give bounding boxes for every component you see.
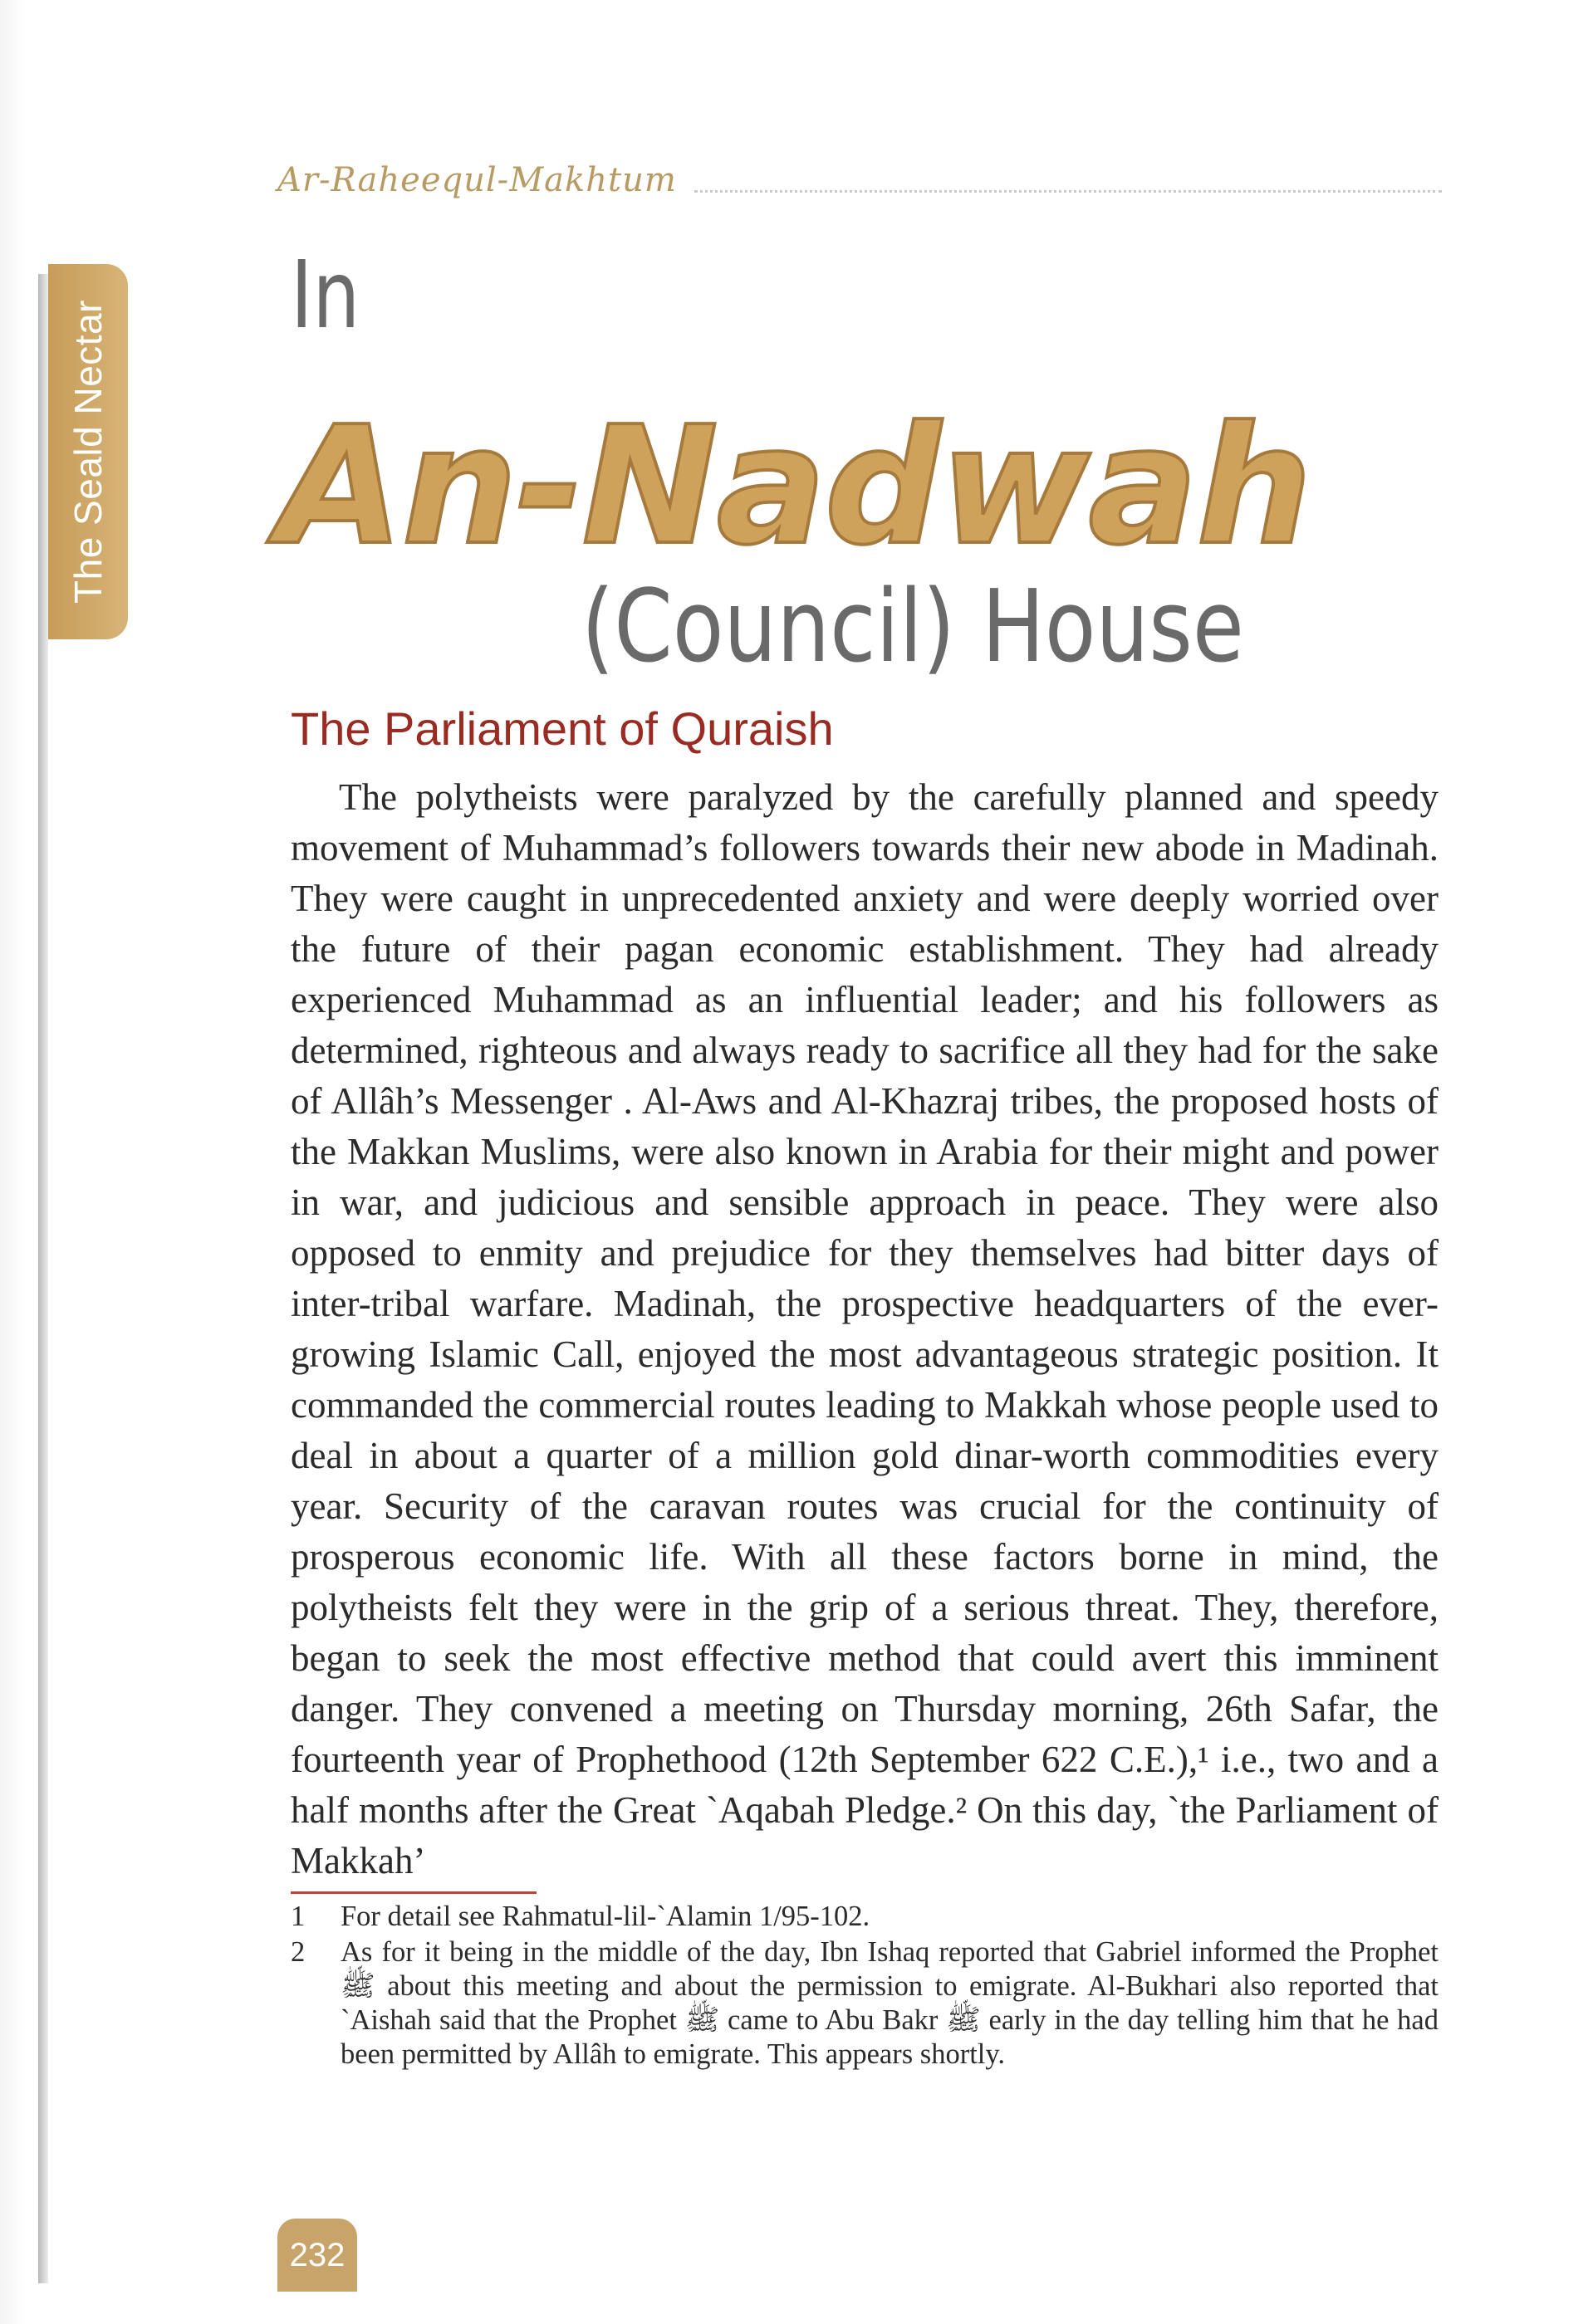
footnote-number: 1	[291, 1901, 306, 1932]
chapter-title-subtitle: (Council) House	[581, 570, 1244, 685]
footnote-number: 2	[291, 1936, 306, 1968]
footnote-item	[291, 1935, 1439, 2072]
scan-edge-shadow	[0, 0, 25, 2324]
running-head: Ar-Raheequl-Makhtum	[277, 161, 677, 199]
footnote-item	[291, 1900, 1439, 1934]
footnote-text: As for it being in the middle of the day, Ibn Ishaq reported that Gabriel informed the Prophet ﷺ about this meeting and about the permission to emigrate. Al-Bukhari also reported that `Aishah said that the Prophet ﷺ came to Abu Bakr ﷺ early in the day telling him that he had been permitted by Allâh to emigrate. This appears shortly.	[341, 1936, 1439, 2070]
running-head-rule	[694, 190, 1442, 193]
page-number: 232	[277, 2219, 357, 2292]
footnotes	[291, 1900, 1439, 2073]
side-tab-label: The Seald Nectar	[66, 300, 110, 604]
body-paragraph: The polytheists were paralyzed by the carefully planned and speedy movement of Muhammad’s followers towards their new abode in Madinah. They were caught in unprecedented anxiety and were deeply worried over the future of their pagan economic establishment. They had already experienced Muhammad as an influential leader; and his followers as determined, righteous and always ready to sacrifice all they had for the sake of Allâh’s Messenger . Al-Aws and Al-Khazraj tribes, the proposed hosts of the Makkan Muslims, were also known in Arabia for their might and power in war, and judicious and sensible approach in peace. They were also opposed to enmity and prejudice for they themselves had bitter days of inter-tribal warfare. Madinah, the prospective headquarters of the ever-growing Islamic Call, enjoyed the most advantageous strategic position. It commanded the commercial routes leading to Makkah whose people used to deal in about a quarter of a million gold dinar-worth commodities every year. Security of the caravan routes was crucial for the continuity of prosperous economic life. With all these factors borne in mind, the polytheists felt they were in the grip of a serious threat. They, therefore, began to seek the most effective method that could avert this imminent danger. They convened a meeting on Thursday morning, 26th Safar, the fourteenth year of Prophethood (12th September 622 C.E.),¹ i.e., two and a half months after the Great `Aqabah Pledge.² On this day, `the Parliament of Makkah’	[291, 776, 1439, 1881]
footnote-rule	[291, 1891, 537, 1894]
section-heading: The Parliament of Quraish	[291, 702, 834, 755]
footnote-text: For detail see Rahmatul-lil-`Alamin 1/95-102.	[341, 1901, 870, 1932]
side-tab	[48, 264, 128, 639]
chapter-title-main: An-Nadwah	[277, 392, 1311, 581]
chapter-title-line1: In	[291, 242, 360, 350]
side-margin-rule	[38, 274, 48, 2283]
